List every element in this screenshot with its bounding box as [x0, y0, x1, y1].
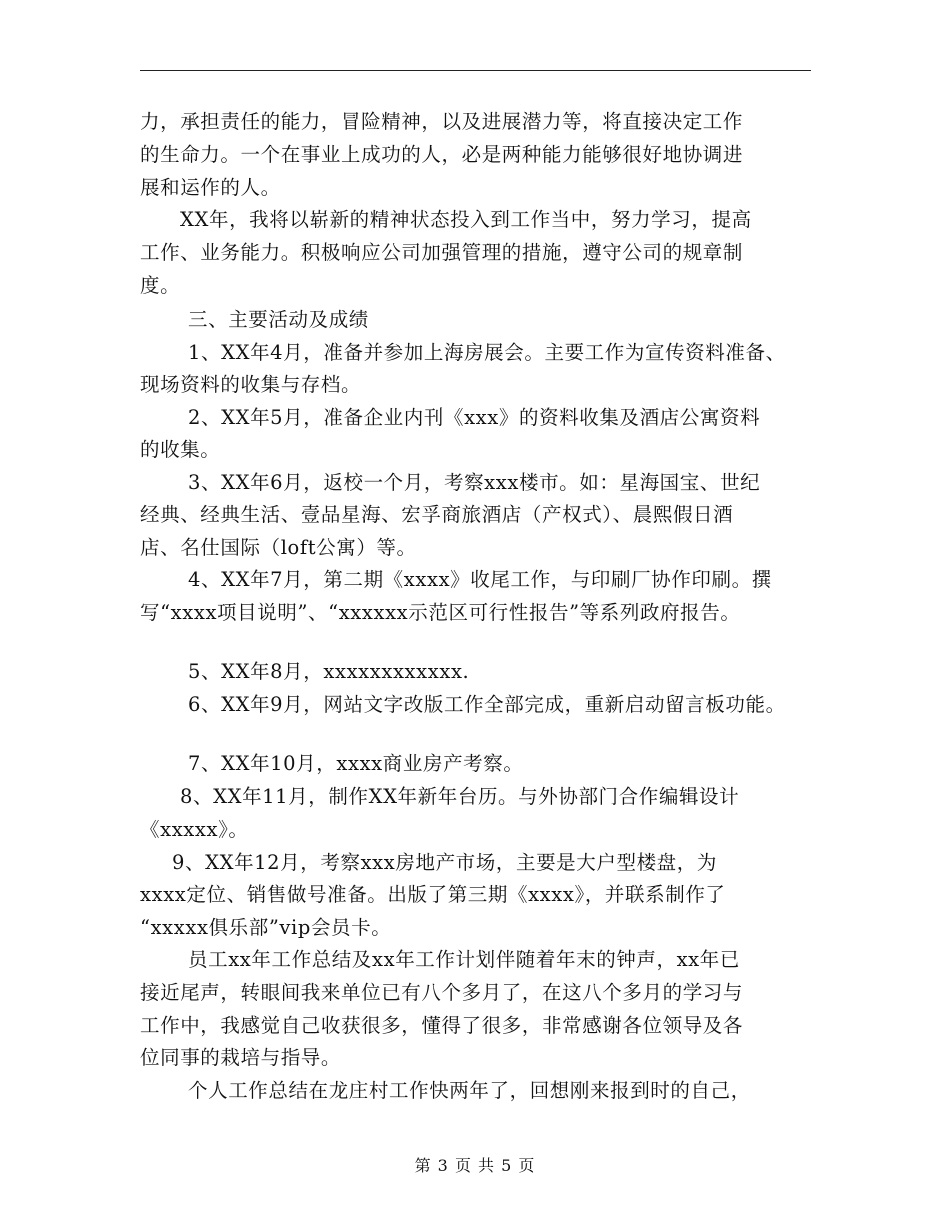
paragraph-line: xxxx定位、销售做号准备。出版了第三期《xxxx》，并联系制作了 [140, 883, 726, 906]
paragraph-line: 位同事的栽培与指导。 [140, 1046, 342, 1069]
paragraph-line: 工作中，我感觉自己收获很多，懂得了很多，非常感谢各位领导及各 [140, 1014, 744, 1037]
paragraph-line: XX年，我将以崭新的精神状态投入到工作当中，努力学习，提高 [180, 208, 752, 231]
paragraph-line: 力，承担责任的能力，冒险精神，以及进展潜力等，将直接决定工作 [140, 110, 744, 133]
paragraph-line: 个人工作总结在龙庄村工作快两年了，回想刚来报到时的自己， [188, 1079, 751, 1102]
paragraph-line: 1、XX年4月，准备并参加上海房展会。主要工作为宣传资料准备、 [188, 341, 786, 364]
paragraph-line: 5、XX年8月，xxxxxxxxxxxx. [188, 660, 470, 683]
section-heading: 三、主要活动及成绩 [188, 308, 369, 331]
paragraph-line: 度。 [140, 274, 181, 297]
paragraph-line: 的生命力。一个在事业上成功的人，必是两种能力能够很好地协调进 [140, 143, 744, 166]
paragraph-line: 9、XX年12月，考察xxx房地产市场，主要是大户型楼盘，为 [172, 851, 717, 874]
page-number-footer: 第 3 页 共 5 页 [414, 1156, 536, 1175]
paragraph-line: 4、XX年7月，第二期《xxxx》收尾工作，与印刷厂协作印刷。撰 [188, 568, 772, 591]
paragraph-line: 《xxxxx》。 [140, 818, 249, 841]
paragraph-line: 6、XX年9月，网站文字改版工作全部完成，重新启动留言板功能。 [188, 693, 786, 716]
paragraph-line: 写“xxxx项目说明”、“xxxxxx示范区可行性报告”等系列政府报告。 [140, 601, 741, 624]
paragraph-line: 7、XX年10月，xxxx商业房产考察。 [188, 752, 524, 775]
paragraph-line: 员工xx年工作总结及xx年工作计划伴随着年末的钟声，xx年已 [188, 948, 740, 971]
paragraph-line: 现场资料的收集与存档。 [140, 373, 362, 396]
paragraph-line: 的收集。 [140, 438, 221, 461]
header-rule [140, 70, 811, 71]
paragraph-line: 经典、经典生活、壹品星海、宏孚商旅酒店（产权式）、晨熙假日酒 [140, 503, 734, 526]
paragraph-line: 8、XX年11月，制作XX年新年台历。与外协部门合作编辑设计 [180, 785, 740, 808]
paragraph-line: 展和运作的人。 [140, 176, 281, 199]
paragraph-line: 工作、业务能力。积极响应公司加强管理的措施，遵守公司的规章制 [140, 241, 744, 264]
paragraph-line: 接近尾声，转眼间我来单位已有八个多月了，在这八个多月的学习与 [140, 981, 744, 1004]
paragraph-line: 店、名仕国际（loft公寓）等。 [140, 536, 417, 559]
paragraph-line: 2、XX年5月，准备企业内刊《xxx》的资料收集及酒店公寓资料 [188, 406, 761, 429]
paragraph-line: 3、XX年6月，返校一个月，考察xxx楼市。如：星海国宝、世纪 [188, 471, 761, 494]
paragraph-line: “xxxxx俱乐部”vip会员卡。 [140, 916, 392, 939]
